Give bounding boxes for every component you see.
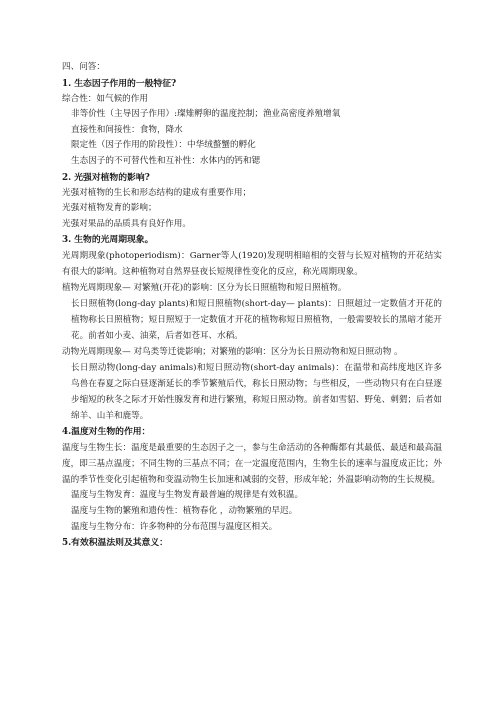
q3-paragraph-long-short-day-plants: 长日照植物(long-day plants)和短日照植物(short-day— plants)：日照超过一定数值才开花的植物称长日照植物；短日照短于一定数值才开花的植物称短日照植物，一般需要较长的黑暗才能开花。前者如小麦、油菜，后者如苍耳、水稻。	[71, 299, 442, 342]
q4-line: 温度与生物的繁殖和遗传性：植物春化 ，动物繁殖的早迟。	[71, 505, 298, 516]
question-3-title: 3. 生物的光周期现象。	[62, 235, 154, 246]
q3-paragraph-plant-photoperiod: 植物光周期现象— 对繁殖(开花)的影响：区分为长日照植物和短日照植物。	[62, 283, 347, 294]
q1-line: 生态因子的不可替代性和互补性：水体内的钙和锶	[71, 155, 261, 166]
section-header: 四、问答：	[62, 62, 105, 72]
question-4-title: 4.温度对生物的作用：	[62, 427, 151, 438]
q2-line: 光强对植物的生长和形态结构的建成有重要作用；	[62, 187, 252, 198]
q4-paragraph-temperature-growth: 温度与生物生长：温度是最重要的生态因子之一，参与生命活动的各种酶都有其最低、最适和最高温度，即三基点温度；不同生物的三基点不同；在一定温度范围内，生物生长的速率与温度成正比；外温的季节性变化引起植物和变温动物生长加速和减弱的交替，形成年轮；外温影响动物的生长规模。	[62, 443, 442, 486]
q4-line: 温度与生物分布：许多物种的分布范围与温度区相关。	[71, 521, 278, 532]
q1-line: 限定性（因子作用的阶段性）：中华绒螯蟹的孵化	[71, 140, 256, 151]
q1-line: 综合性：如气候的作用	[62, 93, 148, 104]
document-page	[62, 60, 442, 551]
q2-line: 光强对果品的品质具有良好作用。	[62, 218, 191, 229]
question-2-title: 2. 光强对植物的影响?	[62, 172, 150, 183]
q3-paragraph-long-short-day-animals: 长日照动物(long-day animals)和短日照动物(short-day animals)：在温带和高纬度地区许多鸟兽在春夏之际白昼逐渐延长的季节繁殖后代，称长日照动物；与些相反，一些动物只有在白昼逐步缩短的秋冬之际才开始性腺发育和进行繁殖，称短日照动物。前者如雪貂、野兔、刺猬；后者如绵羊、山羊和鹿等。	[71, 363, 442, 422]
question-1-title: 1. 生态因子作用的一般特征?	[62, 78, 177, 89]
question-5-title: 5.有效积温法则及其意义：	[62, 538, 168, 549]
q1-line: 非等价性（主导因子作用）:璨雉孵卵的温度控制；渔业高密度养殖增氧	[71, 109, 341, 120]
q2-line: 光强对植物发育的影响；	[62, 203, 157, 214]
q3-paragraph-animal-photoperiod: 动物光周期现象— 对鸟类等迁徙影响；对繁殖的影响：区分为长日照动物和短日照动物 。	[62, 347, 403, 358]
q3-paragraph-photoperiodism: 光周期现象(photoperiodism)：Garner等人(1920)发现明相暗相的交替与长短对植物的开花结实有很大的影响。这种植物对自然界昼夜长短规律性变化的反应，称光周期现象。	[62, 251, 442, 278]
q1-line: 直接性和间接性：食物，降水	[71, 124, 183, 135]
q4-line: 温度与生物发育：温度与生物发育最普遍的规律是有效积温。	[71, 490, 304, 501]
